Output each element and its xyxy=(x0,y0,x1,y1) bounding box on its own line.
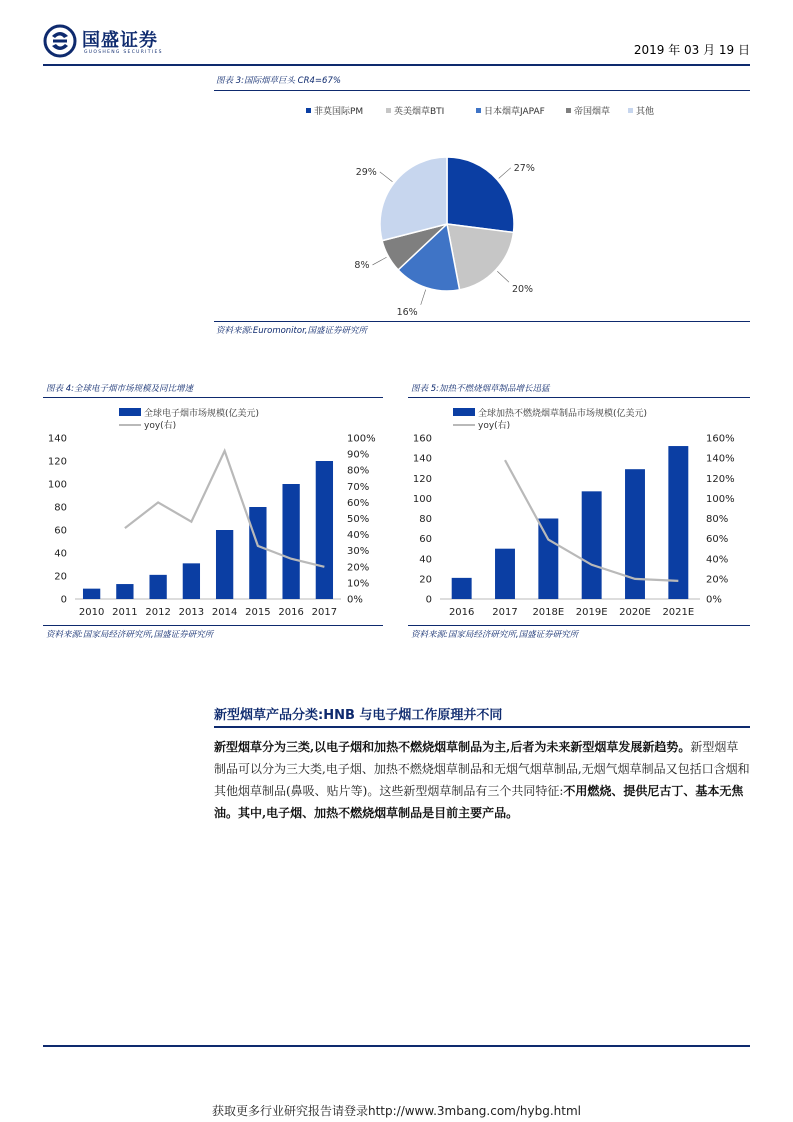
logo-subtitle: GUOSHENG SECURITIES xyxy=(84,50,163,55)
y2-tick-label: 120% xyxy=(706,473,735,485)
y2-tick-label: 100% xyxy=(347,433,376,445)
section-title: 新型烟草产品分类:HNB 与电子烟工作原理并不同 xyxy=(214,708,503,723)
fig5-source-rule xyxy=(408,625,750,626)
x-tick-label: 2017 xyxy=(311,607,338,618)
bar xyxy=(316,461,333,599)
pie-data-label: 29% xyxy=(355,166,377,178)
legend-label: 其他 xyxy=(636,107,655,117)
legend-swatch xyxy=(476,108,481,113)
pie-leader-line xyxy=(373,257,387,265)
bar xyxy=(452,578,472,599)
fig4-source-rule xyxy=(43,625,383,626)
bar xyxy=(582,491,602,599)
y2-tick-label: 20% xyxy=(347,562,370,574)
y-tick-label: 160 xyxy=(412,433,432,445)
pie-data-label: 16% xyxy=(396,306,418,318)
legend-label: 日本烟草JAPAF xyxy=(484,107,545,117)
y-tick-label: 120 xyxy=(412,473,432,485)
y-tick-label: 100 xyxy=(47,479,67,491)
fig3-source-rule xyxy=(214,321,750,322)
bar xyxy=(538,519,558,600)
legend-line-label: yoy(右) xyxy=(144,421,177,431)
x-tick-label: 2018E xyxy=(532,607,565,618)
x-tick-label: 2010 xyxy=(78,607,105,618)
y-tick-label: 60 xyxy=(54,525,67,537)
x-tick-label: 2015 xyxy=(245,607,271,618)
y-tick-label: 20 xyxy=(419,574,432,586)
x-tick-label: 2014 xyxy=(211,607,238,618)
x-tick-label: 2012 xyxy=(145,607,171,618)
legend-bar-label: 全球电子烟市场规模(亿美元) xyxy=(144,409,260,419)
y2-tick-label: 90% xyxy=(347,449,370,461)
bar xyxy=(183,563,200,599)
paragraph-bold-tail: 不用燃烧、提供尼古丁、基本无焦油。其中,电子烟、加热不燃烧烟草制品是目前主要产品。 xyxy=(214,784,744,820)
bar xyxy=(249,507,266,599)
logo-icon xyxy=(43,24,77,58)
pie-data-label: 20% xyxy=(511,284,534,296)
y2-tick-label: 60% xyxy=(706,534,729,546)
y-tick-label: 100 xyxy=(412,493,432,505)
y2-tick-label: 40% xyxy=(706,554,729,566)
y-tick-label: 140 xyxy=(47,433,67,445)
y2-tick-label: 140% xyxy=(706,453,735,465)
footer-link-text[interactable]: 获取更多行业研究报告请登录http://www.3mbang.com/hybg.html xyxy=(211,1104,581,1118)
y2-tick-label: 80% xyxy=(347,465,370,477)
x-tick-label: 2016 xyxy=(278,607,304,618)
fig3-title: 图表 3:国际烟草巨头 CR4=67% xyxy=(216,76,341,86)
hnb-market-chart xyxy=(408,400,750,624)
x-tick-label: 2011 xyxy=(112,607,138,618)
paragraph-body: 新型烟草制品可以分为三大类,电子烟、加热不燃烧烟草制品和无烟气烟草制品,无烟气烟草制品又包括口含烟和其他烟草制品(鼻吸、贴片等)。这些新型烟草制品有三个共同特征: xyxy=(214,740,750,798)
legend-label: 英美烟草BTI xyxy=(394,107,445,117)
y-tick-label: 80 xyxy=(419,514,432,525)
fig5-title: 图表 5:加热不燃烧烟草制品增长迅猛 xyxy=(411,384,550,394)
x-tick-label: 2020E xyxy=(619,607,651,618)
y2-tick-label: 0% xyxy=(706,594,722,606)
x-tick-label: 2017 xyxy=(492,607,518,618)
y2-tick-label: 20% xyxy=(706,574,729,586)
header-rule xyxy=(43,64,750,66)
fig4-source: 资料来源:国家局经济研究所,国盛证券研究所 xyxy=(46,630,214,640)
pie-chart xyxy=(214,96,750,321)
pie-leader-line xyxy=(380,172,393,182)
pie-leader-line xyxy=(497,271,509,282)
y2-tick-label: 80% xyxy=(706,514,729,525)
y2-tick-label: 50% xyxy=(347,514,370,525)
y2-tick-label: 0% xyxy=(347,594,363,606)
y2-tick-label: 100% xyxy=(706,493,735,505)
section-paragraph xyxy=(214,736,750,824)
fig3-source: 资料来源:Euromonitor,国盛证券研究所 xyxy=(216,326,367,336)
footer-rule xyxy=(43,1045,750,1047)
y-tick-label: 140 xyxy=(412,453,432,465)
fig3-title-rule xyxy=(214,90,750,91)
y-tick-label: 80 xyxy=(54,502,67,514)
fig4-title-rule xyxy=(43,397,383,398)
pie-leader-line xyxy=(499,168,511,179)
legend-bar-label: 全球加热不燃烧烟草制品市场规模(亿美元) xyxy=(478,409,648,419)
y-tick-label: 20 xyxy=(54,571,67,583)
y-tick-label: 40 xyxy=(419,554,432,566)
bar xyxy=(149,575,166,599)
fig4-title: 图表 4:全球电子烟市场规模及同比增速 xyxy=(46,384,193,394)
legend-line-label: yoy(右) xyxy=(478,421,511,431)
pie-leader-line xyxy=(421,290,426,305)
ecig-market-chart xyxy=(43,400,383,624)
x-tick-label: 2016 xyxy=(448,607,475,618)
legend-label: 帝国烟草 xyxy=(574,107,611,117)
legend-bar-swatch xyxy=(453,408,475,416)
y2-tick-label: 10% xyxy=(347,578,370,590)
fig5-source: 资料来源:国家局经济研究所,国盛证券研究所 xyxy=(411,630,579,640)
legend-label: 菲莫国际PM xyxy=(314,107,364,117)
x-tick-label: 2013 xyxy=(178,607,205,618)
pie-slice xyxy=(447,157,514,232)
bar xyxy=(116,584,133,599)
x-tick-label: 2021E xyxy=(662,607,695,618)
legend-swatch xyxy=(566,108,571,113)
y-tick-label: 40 xyxy=(54,548,67,560)
bar xyxy=(495,549,515,599)
bar xyxy=(282,484,299,599)
y2-tick-label: 30% xyxy=(347,546,370,558)
y2-tick-label: 70% xyxy=(347,481,370,493)
y-tick-label: 0 xyxy=(425,594,432,606)
section-title-rule xyxy=(214,726,750,728)
y-tick-label: 60 xyxy=(419,534,432,546)
paragraph-bold-lead: 新型烟草分为三类,以电子烟和加热不燃烧烟草制品为主,后者为未来新型烟草发展新趋势。 xyxy=(214,740,691,754)
y-tick-label: 120 xyxy=(47,456,67,468)
y2-tick-label: 60% xyxy=(347,497,370,509)
bar xyxy=(83,589,100,599)
legend-swatch xyxy=(386,108,391,113)
legend-swatch xyxy=(306,108,311,113)
y2-tick-label: 160% xyxy=(706,433,735,445)
legend-swatch xyxy=(628,108,633,113)
legend-bar-swatch xyxy=(119,408,141,416)
bar xyxy=(216,530,233,599)
logo-name: 国盛证券 xyxy=(82,30,158,51)
y-tick-label: 0 xyxy=(60,594,67,606)
report-date: 2019 年 03 月 19 日 xyxy=(633,43,750,57)
y2-tick-label: 40% xyxy=(347,530,370,542)
fig5-title-rule xyxy=(408,397,750,398)
x-tick-label: 2019E xyxy=(575,607,608,618)
pie-data-label: 27% xyxy=(513,162,535,174)
bar xyxy=(668,446,688,599)
pie-data-label: 8% xyxy=(354,259,370,271)
